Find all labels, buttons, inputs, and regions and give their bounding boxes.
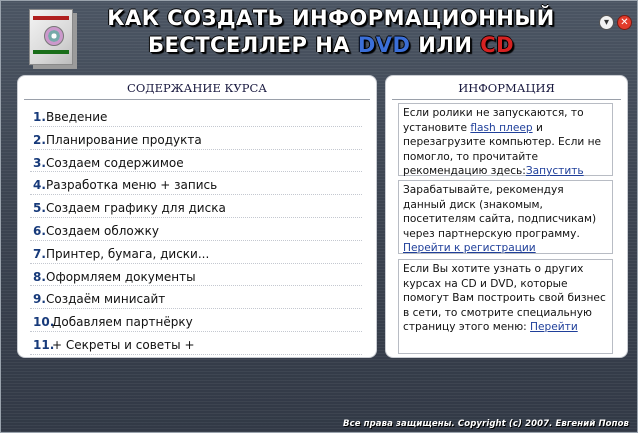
toc-item-underline xyxy=(30,217,362,218)
flash-player-link[interactable]: flash плеер xyxy=(470,121,533,134)
close-icon: ✕ xyxy=(620,17,629,28)
toc-item-underline xyxy=(30,240,362,241)
toc-item-number: 1. xyxy=(33,110,46,124)
toc-item-underline xyxy=(30,126,362,127)
info-heading: ИНФОРМАЦИЯ xyxy=(458,81,555,95)
product-box-icon xyxy=(29,9,73,65)
info-panel xyxy=(385,75,628,358)
toc-item-label: Создаем графику для диска xyxy=(46,201,226,216)
minimize-button[interactable] xyxy=(599,15,614,30)
toc-item-11[interactable] xyxy=(18,334,376,357)
toc-item-6[interactable] xyxy=(18,220,376,243)
title-line-2: БЕСТСЕЛЛЕР НА DVD ИЛИ CD xyxy=(147,33,515,57)
toc-item-label: Создаем обложку xyxy=(46,223,159,238)
toc-item-number: 2. xyxy=(33,132,46,147)
toc-item-underline xyxy=(30,354,362,355)
toc-item-number: 4. xyxy=(33,178,46,193)
toc-item-label: Принтер, бумага, диски... xyxy=(46,246,210,261)
title-dvd: DVD xyxy=(357,33,411,57)
toc-item-label: Создаём минисайт xyxy=(46,292,166,307)
info-box-courses: Если Вы хотите узнать о других курсах на CD и DVD, которые помогут Вам построить свой бизнес в сети, то смотрите специальную страницу этого меню: Перейти xyxy=(398,259,613,354)
toc-item-underline xyxy=(30,171,362,172)
courses-page-link[interactable]: Перейти xyxy=(530,321,578,334)
toc-item-number: 5. xyxy=(33,201,46,216)
contents-list xyxy=(18,106,376,357)
toc-item-underline xyxy=(30,331,362,332)
affiliate-registration-link[interactable]: Перейти к регистрации xyxy=(403,242,536,255)
toc-item-label: Оформляем документы xyxy=(46,269,196,284)
toc-item-number: 10. xyxy=(33,315,55,330)
toc-item-2[interactable] xyxy=(18,129,376,152)
toc-item-label: + Секреты и советы + xyxy=(52,337,195,352)
toc-item-label: Создаем содержимое xyxy=(46,155,184,170)
app-title xyxy=(81,5,581,59)
toc-item-label: Планирование продукта xyxy=(46,132,202,147)
contents-heading: СОДЕРЖАНИЕ КУРСА xyxy=(127,81,267,95)
toc-item-number: 9. xyxy=(33,292,46,307)
info-divider xyxy=(392,99,621,100)
toc-item-10[interactable] xyxy=(18,311,376,334)
toc-item-label: Добавляем партнёрку xyxy=(52,315,193,330)
toc-item-number: 6. xyxy=(33,223,46,238)
toc-item-9[interactable] xyxy=(18,288,376,311)
title-cd: CD xyxy=(480,33,515,57)
toc-item-label: Разработка меню + запись xyxy=(46,178,218,193)
toc-item-underline xyxy=(30,285,362,286)
close-button[interactable] xyxy=(617,15,632,30)
course-contents-panel xyxy=(17,75,377,358)
toc-item-label: Введение xyxy=(46,110,108,124)
toc-item-number: 8. xyxy=(33,269,46,284)
toc-item-3[interactable] xyxy=(18,152,376,175)
minimize-icon: ▾ xyxy=(603,17,610,28)
copyright-footer: Все права защищены. Copyright (c) 2007. Евгений Попов xyxy=(342,419,629,429)
run-recommendation-link[interactable]: Запустить xyxy=(525,165,584,178)
toc-item-8[interactable] xyxy=(18,266,376,289)
toc-item-underline xyxy=(30,149,362,150)
toc-item-number: 7. xyxy=(33,246,46,261)
info-box-player: Если ролики не запускаются, то установите flash плеер и перезагрузите компьютер. Если не помогло, то прочитайте рекомендацию здесь:Запустить xyxy=(398,103,613,176)
toc-item-underline xyxy=(30,194,362,195)
info-box-affiliate: Зарабатывайте, рекомендуя данный диск (знакомым, посетителям сайта, подписчикам) через партнерскую программу. Перейти к регистрации xyxy=(398,180,613,254)
toc-item-4[interactable] xyxy=(18,174,376,197)
toc-item-5[interactable] xyxy=(18,197,376,220)
contents-divider xyxy=(24,99,370,100)
title-line-1: КАК СОЗДАТЬ ИНФОРМАЦИОННЫЙ xyxy=(107,6,555,30)
toc-item-1[interactable] xyxy=(18,106,376,129)
toc-item-underline xyxy=(30,263,362,264)
toc-item-7[interactable] xyxy=(18,243,376,266)
toc-item-underline xyxy=(30,308,362,309)
toc-item-number: 3. xyxy=(33,155,46,170)
toc-item-number: 11. xyxy=(33,337,55,352)
